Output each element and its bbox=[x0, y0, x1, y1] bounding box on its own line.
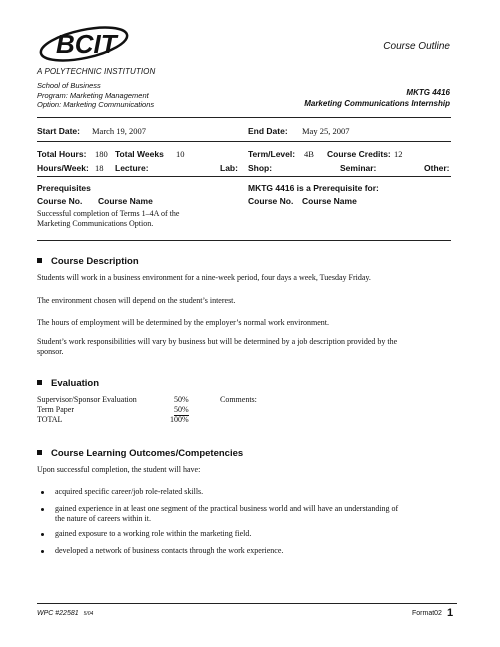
prereq-text-line-1: Successful completion of Terms 1–4A of the bbox=[37, 209, 180, 218]
total-hours-value: 180 bbox=[95, 149, 108, 159]
prereq-for-course-name-header: Course Name bbox=[302, 196, 357, 206]
option-name: Option: Marketing Communications bbox=[37, 100, 155, 109]
footer-wpc bbox=[37, 610, 93, 617]
seminar-label: Seminar: bbox=[340, 163, 377, 173]
evaluation-item: TOTAL bbox=[37, 415, 63, 424]
total-weeks-value: 10 bbox=[176, 149, 185, 159]
logo-wordmark: BCIT bbox=[56, 29, 117, 59]
school-name: School of Business bbox=[37, 81, 101, 90]
term-level-value: 4B bbox=[304, 149, 314, 159]
bullet-icon bbox=[41, 550, 44, 553]
description-p3: The hours of employment will be determined by the employer’s normal work environment. bbox=[37, 318, 330, 327]
outcomes-title: Course Learning Outcomes/Competencies bbox=[51, 448, 244, 459]
outcomes-intro: Upon successful completion, the student will have: bbox=[37, 465, 201, 474]
course-credits-label: Course Credits: bbox=[327, 149, 391, 159]
total-weeks-label: Total Weeks bbox=[115, 149, 164, 159]
evaluation-item: Term Paper bbox=[37, 405, 74, 414]
prereq-for-course-no-header: Course No. bbox=[248, 196, 294, 206]
outcome-item-2 bbox=[55, 504, 398, 524]
footer-wpc-date: 5/04 bbox=[83, 611, 94, 617]
bullet-icon bbox=[41, 491, 44, 494]
description-p4-line-1: Student’s work responsibilities will vary by business but will be determined by a job description provided by the bbox=[37, 337, 398, 346]
doc-type: Course Outline bbox=[383, 41, 450, 52]
divider-2 bbox=[37, 141, 451, 142]
evaluation-row bbox=[37, 395, 197, 405]
prereq-course-name-header: Course Name bbox=[98, 196, 153, 206]
outcome-item-1: acquired specific career/job role-related skills. bbox=[55, 487, 204, 496]
evaluation-row bbox=[37, 415, 197, 425]
section-bullet-icon bbox=[37, 380, 42, 385]
divider-3 bbox=[37, 176, 451, 177]
footer-format: Format02 bbox=[412, 610, 442, 617]
bullet-icon bbox=[41, 508, 44, 511]
end-date-label: End Date: bbox=[248, 126, 288, 136]
evaluation-value: 50% bbox=[174, 405, 189, 414]
prereq-course-no-header: Course No. bbox=[37, 196, 83, 206]
description-p2: The environment chosen will depend on the student’s interest. bbox=[37, 296, 236, 305]
prerequisites-title: Prerequisites bbox=[37, 183, 91, 193]
comments-label: Comments: bbox=[220, 395, 257, 404]
evaluation-item: Supervisor/Sponsor Evaluation bbox=[37, 395, 137, 404]
outcomes-heading bbox=[37, 448, 243, 459]
outcome-item-4: developed a network of business contacts through the work experience. bbox=[55, 546, 284, 555]
description-p4 bbox=[37, 337, 397, 357]
course-id-block bbox=[304, 87, 450, 109]
end-date-value: May 25, 2007 bbox=[302, 126, 350, 136]
section-bullet-icon bbox=[37, 450, 42, 455]
footer-divider bbox=[37, 603, 457, 604]
bcit-logo bbox=[34, 20, 132, 70]
hours-week-value: 18 bbox=[95, 163, 104, 173]
evaluation-value: 100% bbox=[170, 415, 189, 424]
page-number: 1 bbox=[447, 607, 454, 619]
lab-label: Lab: bbox=[220, 163, 238, 173]
start-date-label: Start Date: bbox=[37, 126, 80, 136]
prerequisite-for-title: MKTG 4416 is a Prerequisite for: bbox=[248, 183, 379, 193]
outcome-item-2-line-1: gained experience in at least one segment of the practical business world and will have an understanding of bbox=[55, 504, 399, 513]
term-level-label: Term/Level: bbox=[248, 149, 296, 159]
course-description-title: Course Description bbox=[51, 256, 139, 267]
outcome-item-3: gained exposure to a working role within the marketing field. bbox=[55, 529, 252, 538]
shop-label: Shop: bbox=[248, 163, 273, 173]
divider-top bbox=[37, 117, 451, 118]
total-hours-label: Total Hours: bbox=[37, 149, 87, 159]
course-description-heading bbox=[37, 256, 139, 267]
footer-wpc-number: WPC #22581 bbox=[37, 610, 79, 617]
evaluation-title: Evaluation bbox=[51, 378, 100, 389]
prereq-text-line-2: Marketing Communications Option. bbox=[37, 219, 154, 228]
school-block bbox=[37, 81, 154, 110]
start-date-value: March 19, 2007 bbox=[92, 126, 147, 136]
description-p4-line-2: sponsor. bbox=[37, 347, 64, 356]
other-label: Other: bbox=[424, 163, 450, 173]
course-title: Marketing Communications Internship bbox=[304, 99, 450, 108]
lecture-label: Lecture: bbox=[115, 163, 149, 173]
evaluation-value: 50% bbox=[174, 395, 189, 404]
program-name: Program: Marketing Management bbox=[37, 90, 149, 100]
evaluation-row bbox=[37, 405, 197, 415]
divider-4 bbox=[37, 240, 451, 241]
hours-week-label: Hours/Week: bbox=[37, 163, 89, 173]
tagline: A POLYTECHNIC INSTITUTION bbox=[37, 67, 156, 76]
prereq-text bbox=[37, 209, 179, 229]
evaluation-table bbox=[37, 395, 197, 425]
course-code: MKTG 4416 bbox=[406, 88, 450, 97]
section-bullet-icon bbox=[37, 258, 42, 263]
evaluation-heading bbox=[37, 378, 99, 389]
bullet-icon bbox=[41, 533, 44, 536]
course-credits-value: 12 bbox=[394, 149, 403, 159]
description-p1: Students will work in a business environment for a nine-week period, four days a week, Tuesday Friday. bbox=[37, 273, 371, 282]
outcome-item-2-line-2: the nature of careers within it. bbox=[55, 514, 151, 523]
